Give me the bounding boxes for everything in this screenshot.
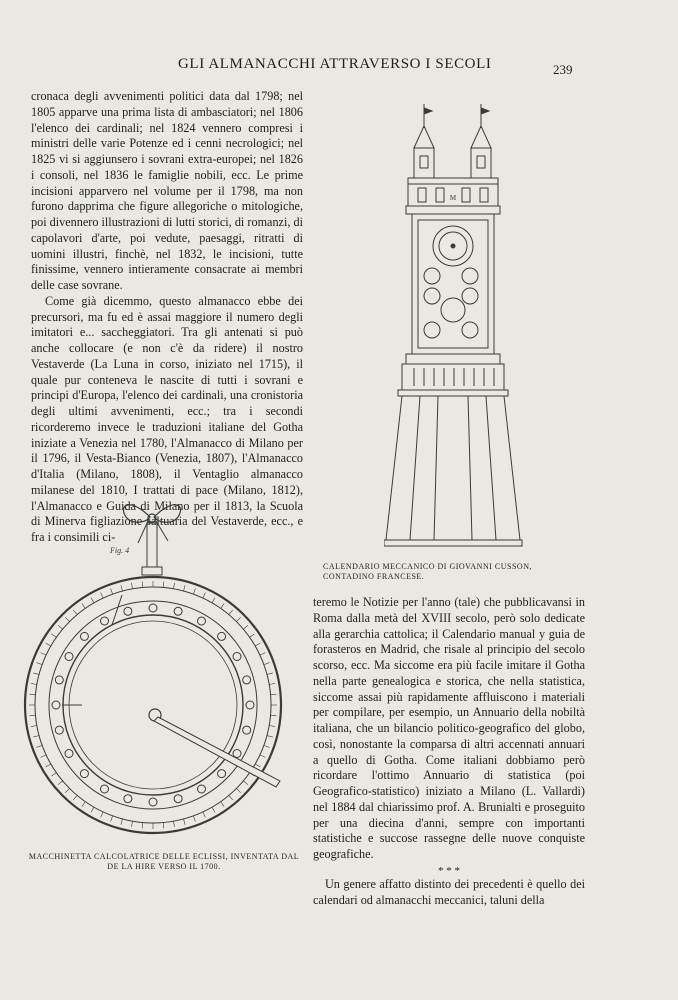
dial-eclipse-dot bbox=[80, 770, 88, 778]
dial-tick bbox=[65, 788, 69, 792]
dial-eclipse-dot bbox=[80, 632, 88, 640]
dial-tick bbox=[229, 795, 233, 800]
dial-tick bbox=[131, 821, 132, 827]
dial-eclipse-dot bbox=[149, 798, 157, 806]
eclipse-calculator-figure bbox=[22, 495, 304, 845]
dial-tick bbox=[203, 593, 206, 598]
dial-tick bbox=[41, 653, 46, 656]
dial-tick bbox=[184, 819, 186, 825]
dial-tick bbox=[255, 643, 260, 646]
dial-eclipse-dot bbox=[101, 617, 109, 625]
dial-tick bbox=[250, 634, 255, 637]
dial-tick bbox=[58, 625, 63, 629]
dial-tick bbox=[193, 816, 195, 822]
paragraph: cronaca degli avvenimenti politici data dal 1798; nel 1805 apparve una prima lista di ambasciatori; nel 1806 l'elenco dei cardinali; nel 1824 vennero compresi i ministri delle varie Potenze ed i cenni necrologici; nel 1825 vi si aggiunsero i sovrani extra-europei; nel 1826 i consoli, nel 1836 le famiglie nobili, ecc. Le prime incisioni apparvero nel volume per il 1798, ma non furono dapprima che figure allegoriche o mitologiche, poi divennero illustrazioni di lutti storici, di romanzi, di capolavori d'arte, poi vedute, paesaggi, ritratti di uomini illustri, finchè, nel 1832, le incisioni, tutte finissime, vennero intieramente consacrate ai membri delle case sovrane. bbox=[31, 89, 303, 292]
dial-eclipse-dot bbox=[243, 726, 251, 734]
left-column-text bbox=[31, 89, 303, 546]
dial-eclipse-dot bbox=[124, 795, 132, 803]
section-separator: * * * bbox=[438, 864, 460, 877]
dial-tick bbox=[73, 795, 77, 800]
dial-tick bbox=[173, 583, 174, 589]
dial-eclipse-dot bbox=[218, 770, 226, 778]
dial-tick bbox=[184, 585, 186, 591]
dial-tick bbox=[91, 598, 94, 603]
dial-tick bbox=[65, 617, 69, 621]
dial-tick bbox=[264, 745, 270, 747]
dial-eclipse-dot bbox=[124, 607, 132, 615]
dial-tick bbox=[264, 663, 270, 665]
dial-eclipse-dot bbox=[246, 701, 254, 709]
dial-tick bbox=[91, 807, 94, 812]
dial-eclipse-dot bbox=[101, 785, 109, 793]
dial-tick bbox=[51, 773, 56, 776]
dial-tick bbox=[221, 802, 224, 807]
dial-tick bbox=[236, 617, 240, 621]
dial-tick bbox=[111, 588, 113, 594]
dial-tick bbox=[267, 736, 273, 738]
clock-caption: CALENDARIO MECCANICO DI GIOVANNI CUSSON, CONTADINO FRANCESE. bbox=[323, 562, 532, 581]
dial-eclipse-dot bbox=[55, 676, 63, 684]
dial-tick bbox=[267, 673, 273, 675]
dial-eclipse-dot bbox=[218, 632, 226, 640]
page-number: 239 bbox=[553, 62, 573, 77]
dial-tick bbox=[142, 823, 143, 829]
dial-tick bbox=[221, 603, 224, 608]
paragraph: teremo le Notizie per l'anno (tale) che pubblicavansi in Roma dalla metà del XVIII secolo, però solo dedicate alla gerarchia cattolica; il Calendario manual y guia de forasteros en Madrid, che risale al principio del secolo scorso, ecc. Ma siccome era più facile imitare il Gotha nella parte genealogica e storica, che nella statistica, siccome assai più rapidamente affluiscono i materiali per compilare, per esempio, un Annuario della nobiltà italiana, che un bilancio politico-geografico del globo, così, nonostante la comparsa di altri accennati annuari a quello di Gotha. Come italiani dobbiamo però ricordare l'ottimo Annuario di statistica (poi Geografico-statistico) iniziato a Milano (L. Vallardi) nel 1884 dal chiarissimo prof. A. Brunialti e proseguito per una diecina d'anni, sempre con importanti statistiche e succose rassegne delle nuove conquiste geografiche. bbox=[313, 595, 585, 861]
dial-tick bbox=[29, 694, 35, 695]
dial-tick bbox=[82, 802, 85, 807]
dial-tick bbox=[271, 715, 277, 716]
dial-eclipse-dot bbox=[233, 750, 241, 758]
dial-tick bbox=[121, 819, 123, 825]
dial-eclipse-dot bbox=[174, 795, 182, 803]
dial-tick bbox=[243, 625, 248, 629]
dial-tick bbox=[260, 755, 265, 758]
fig-label: Fig. 4 bbox=[110, 546, 130, 555]
dial-eclipse-dot bbox=[198, 785, 206, 793]
dial-eclipse-dot bbox=[65, 653, 73, 661]
dial-tick bbox=[36, 663, 42, 665]
dial-eclipse-dot bbox=[198, 617, 206, 625]
dial-eclipse-dot bbox=[55, 726, 63, 734]
running-title: GLI ALMANACCHI ATTRAVERSO I SECOLI bbox=[178, 56, 492, 72]
dial-tick bbox=[111, 816, 113, 822]
dial-tick bbox=[255, 764, 260, 767]
dial-tick bbox=[269, 683, 275, 684]
mechanical-calendar-figure bbox=[384, 100, 524, 550]
paragraph: Un genere affatto distinto dei precedenti è quello dei calendari od almanacchi meccanici, taluni della bbox=[313, 876, 585, 907]
dial-tick bbox=[243, 781, 248, 785]
dial-tick bbox=[236, 788, 240, 792]
dial-tick bbox=[193, 588, 195, 594]
dial-eclipse-dot bbox=[65, 750, 73, 758]
dial-tick bbox=[58, 781, 63, 785]
dial-tick bbox=[36, 745, 42, 747]
dial-caption: MACCHINETTA CALCOLATRICE DELLE ECLISSI, INVENTATA DAL DE LA HIRE VERSO IL 1700. bbox=[28, 852, 300, 871]
dial-tick bbox=[51, 634, 56, 637]
dial-tick bbox=[203, 812, 206, 817]
dial-tick bbox=[101, 812, 104, 817]
dial-eclipse-dot bbox=[174, 607, 182, 615]
dial-tick bbox=[31, 725, 37, 726]
tower-letter: M bbox=[449, 194, 457, 202]
dial-tick bbox=[271, 694, 277, 695]
dial-tick bbox=[212, 807, 215, 812]
dial-tick bbox=[33, 673, 39, 675]
dial-tick bbox=[73, 610, 77, 615]
dial-tick bbox=[142, 581, 143, 587]
dial-tick bbox=[229, 610, 233, 615]
dial-tick bbox=[33, 736, 39, 738]
eclipse-dial-engraving bbox=[22, 495, 304, 845]
dial-tick bbox=[163, 581, 164, 587]
dial-tick bbox=[46, 764, 51, 767]
right-column-text bbox=[313, 595, 585, 908]
dial-tick bbox=[173, 821, 174, 827]
dial-tick bbox=[82, 603, 85, 608]
dial-tick bbox=[131, 583, 132, 589]
dial-tick bbox=[269, 725, 275, 726]
dial-tick bbox=[29, 715, 35, 716]
dial-eclipse-dot bbox=[149, 604, 157, 612]
dial-tick bbox=[121, 585, 123, 591]
clock-tower-engraving bbox=[384, 100, 524, 550]
page-header bbox=[0, 56, 678, 80]
dial-eclipse-dot bbox=[52, 701, 60, 709]
dial-eclipse-dot bbox=[243, 676, 251, 684]
dial-tick bbox=[101, 593, 104, 598]
dial-tick bbox=[41, 755, 46, 758]
dial-tick bbox=[46, 643, 51, 646]
paragraph: Come già dicemmo, questo almanacco ebbe dei precursori, ma fu ed è assai maggiore il numero degli imitatori e... saccheggiatori. Tra gli antenati si può anche collocare (e non c'è da ridere) il nostro Vestaverde (La Luna in corso, iniziato nel 1715), il quale pur conteneva le nascite di tutti i sovrani e principi d'Europa, l'elenco dei cardinali, una cronistoria degli ultimi avvenimenti, ecc.; tra i secondi ricorderemo invece le traduzioni italiane del Gotha iniziate a Venezia nel 1780, l'Almanacco di Milano per il 1796, il Vesta-Bianco (Venezia, 1807), l'Almanacco d'Italia (Milano, 1808), il Ventaglio almanacco milanese del 1810, I trattati di pace (Milano, 1812), l'Almanacco e Guida di Milano per il 1813, la Scuola di Minerva figliazione saltuaria del Vestaverde, ecc., e fra i consimili ci- bbox=[31, 293, 303, 544]
dial-eclipse-dot bbox=[233, 653, 241, 661]
dial-tick bbox=[31, 683, 37, 684]
dial-tick bbox=[212, 598, 215, 603]
dial-tick bbox=[163, 823, 164, 829]
dial-tick bbox=[260, 653, 265, 656]
